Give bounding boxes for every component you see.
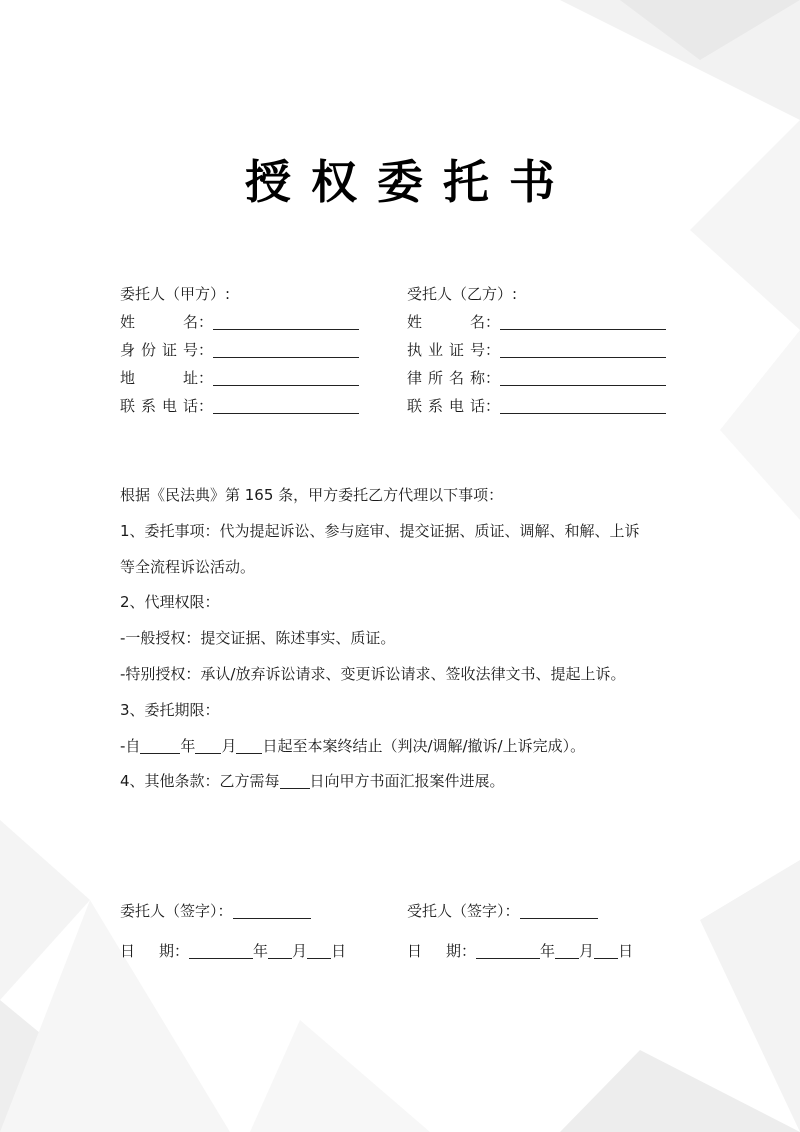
party-a-date-row: [120, 940, 346, 961]
date-label-b-2: 期：: [446, 942, 477, 960]
colon: ：: [485, 397, 501, 415]
party-b-name-row: [407, 308, 666, 336]
date-label-a-2: 期：: [159, 942, 190, 960]
year-text: 年: [540, 942, 556, 960]
item1-line2: 等全流程诉讼活动。: [120, 557, 256, 576]
party-a-signature-label: 委托人（签字）：: [120, 902, 233, 920]
date-label-a: 日: [120, 942, 136, 960]
colon: ：: [485, 313, 501, 331]
party-a-signature-row: [120, 900, 311, 921]
party-b-license-row: [407, 336, 666, 364]
party-b-firm-field[interactable]: [500, 367, 666, 386]
item3-heading: 3、委托期限：: [120, 700, 220, 719]
month-text: 月: [579, 942, 595, 960]
party-b-phone-label: 联系电话: [407, 397, 485, 415]
party-a-date-month[interactable]: [268, 940, 292, 959]
item2-special: -特别授权：承认/放弃诉讼请求、变更诉讼请求、签收法律文书、提起上诉。: [120, 664, 626, 683]
party-a-signature-field[interactable]: [233, 900, 311, 919]
item4-line: [120, 764, 690, 800]
party-a-id-field[interactable]: [213, 339, 359, 358]
party-a-block: [120, 280, 359, 420]
year-text: 年: [253, 942, 269, 960]
party-b-date-row: [407, 940, 633, 961]
month-text: 月: [221, 736, 237, 755]
colon: ：: [198, 341, 214, 359]
item3-term: [120, 729, 690, 765]
colon: ：: [198, 369, 214, 387]
report-interval-field[interactable]: [280, 770, 310, 789]
party-a-address-row: [120, 364, 359, 392]
item4-prefix: 4、其他条款：乙方需每: [120, 772, 280, 791]
party-b-firm-label: 律所名称: [407, 369, 485, 387]
colon: ：: [485, 369, 501, 387]
party-a-name-row: [120, 308, 359, 336]
party-b-signature-label: 受托人（签字）：: [407, 902, 520, 920]
term-day-field[interactable]: [236, 735, 262, 754]
party-b-block: [407, 280, 666, 420]
date-label-b: 日: [407, 942, 423, 960]
party-b-date-month[interactable]: [555, 940, 579, 959]
item3-prefix: -自: [120, 736, 141, 755]
party-a-address-label: 地 址: [120, 369, 198, 387]
term-year-field[interactable]: [140, 735, 180, 754]
party-b-date-year[interactable]: [476, 940, 540, 959]
party-b-name-label: 姓 名: [407, 313, 485, 331]
party-a-date-year[interactable]: [189, 940, 253, 959]
item4-suffix: 日向甲方书面汇报案件进展。: [309, 772, 505, 791]
party-a-date-day[interactable]: [307, 940, 331, 959]
month-text: 月: [292, 942, 308, 960]
party-b-date-day[interactable]: [594, 940, 618, 959]
colon: ：: [198, 397, 214, 415]
day-text: 日: [618, 942, 634, 960]
party-a-phone-field[interactable]: [213, 395, 359, 414]
party-b-firm-row: [407, 364, 666, 392]
party-b-signature-field[interactable]: [520, 900, 598, 919]
party-a-name-field[interactable]: [213, 311, 359, 330]
party-a-phone-label: 联系电话: [120, 397, 198, 415]
document-title: [0, 152, 800, 212]
party-b-header: 受托人（乙方）:: [407, 285, 518, 303]
item2-heading: 2、代理权限：: [120, 593, 220, 612]
party-a-id-label: 身份证号: [120, 341, 198, 359]
party-b-phone-row: [407, 392, 666, 420]
party-b-phone-field[interactable]: [500, 395, 666, 414]
party-a-address-field[interactable]: [213, 367, 359, 386]
item1-line1: 1、委托事项：代为提起诉讼、参与庭审、提交证据、质证、调解、和解、上诉: [120, 521, 640, 540]
body-intro: 根据《民法典》第 165 条，甲方委托乙方代理以下事项：: [120, 486, 504, 504]
item2-general: -一般授权：提交证据、陈述事实、质证。: [120, 629, 396, 648]
party-b-license-field[interactable]: [500, 339, 666, 358]
party-a-header: 委托人（甲方）:: [120, 285, 231, 303]
colon: ：: [198, 313, 214, 331]
party-b-name-field[interactable]: [500, 311, 666, 330]
title-text: 授权委托书: [245, 155, 575, 209]
colon: ：: [485, 341, 501, 359]
party-b-license-label: 执业证号: [407, 341, 485, 359]
item3-suffix: 日起至本案终结止（判决/调解/撤诉/上诉完成）。: [262, 736, 586, 755]
document-body: [120, 478, 690, 800]
party-a-phone-row: [120, 392, 359, 420]
year-text: 年: [180, 736, 196, 755]
party-a-id-row: [120, 336, 359, 364]
party-a-name-label: 姓 名: [120, 313, 198, 331]
day-text: 日: [331, 942, 347, 960]
term-month-field[interactable]: [195, 735, 221, 754]
party-b-signature-row: [407, 900, 598, 921]
